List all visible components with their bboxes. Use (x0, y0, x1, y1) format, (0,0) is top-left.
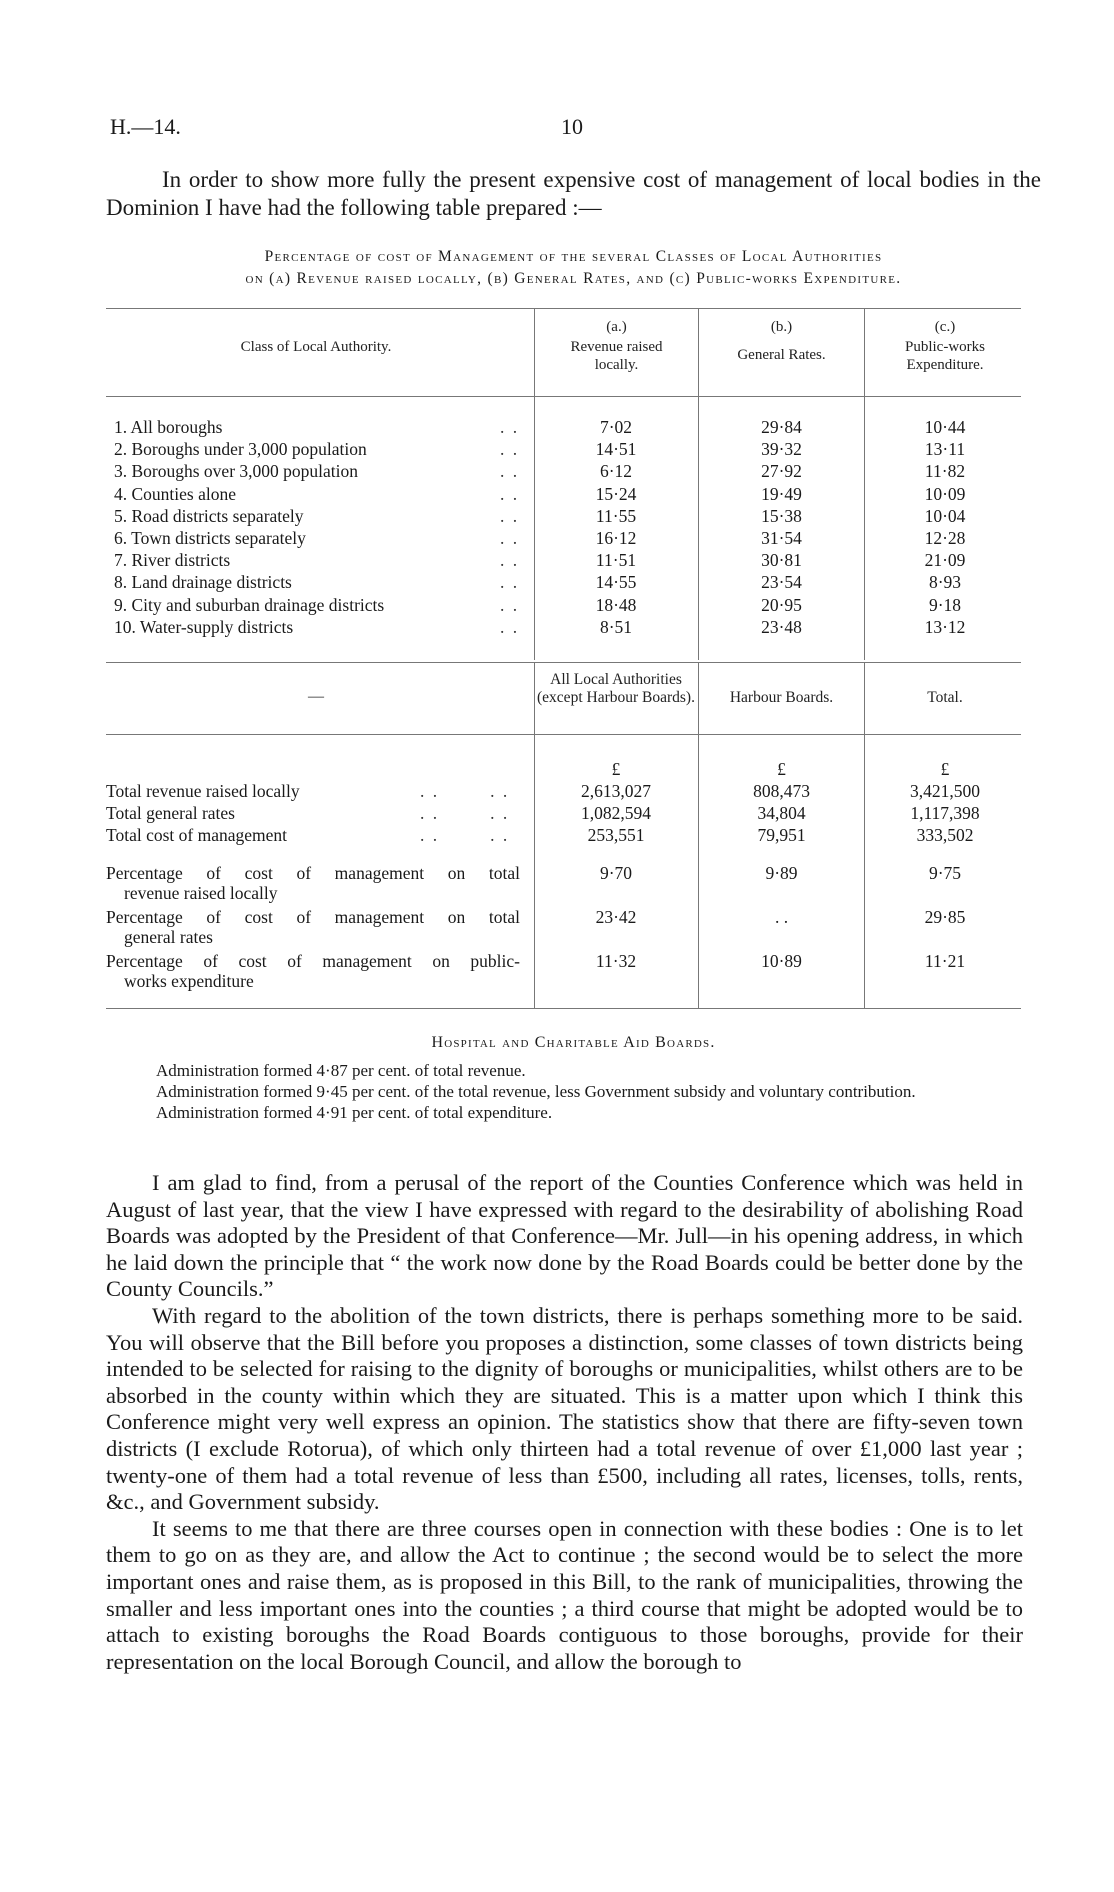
leader-dots: . . (500, 616, 520, 637)
cell-a: 7·02 (599, 417, 633, 437)
row-label: 1. All boroughs (114, 417, 223, 437)
t2-header-first: — (308, 688, 324, 705)
header-b-label: General Rates. (737, 347, 826, 363)
table-title (106, 246, 1041, 290)
cell-a: 9·70 (599, 863, 633, 883)
row-label: 4. Counties alone (114, 483, 236, 504)
body-paragraph-1: I am glad to find, from a perusal of the report of the Counties Conference which was held in August of last year, that the view I have expressed with regard to the desirability of abolishing Road Boards was adopted by the President of that Conference—Mr. Jull—in his opening address, in which he laid down the principle that “ the work now done by the Road Boards could be better done by the County Councils.” (106, 1170, 1023, 1302)
cell-c: 333,502 (916, 825, 974, 846)
leader-dots: . . . . (420, 781, 510, 801)
row-label-line-2: works expenditure (124, 971, 254, 991)
table2-rule-header (106, 734, 1021, 735)
cell-a: 16·12 (595, 528, 637, 548)
cell-a: 8·51 (599, 616, 633, 637)
cell-c: 10·44 (924, 417, 966, 437)
cell-c: 9·75 (928, 863, 962, 883)
cell-c: 29·85 (924, 907, 966, 927)
body-paragraph-3: It seems to me that there are three courses open in connection with these bodies : One is to let them to go on as they are, and allow the Act to continue ; the second would be to select the more important ones and raise them, as is proposed in this Bill, to the rank of municipalities, throwing the smaller and less important ones into the counties ; a third course that might be adopted would be to attach to existing boroughs the Road Boards contiguous to those boroughs, provide for their representation on the local Borough Council, and allow the borough to (106, 1515, 1023, 1674)
leader-dots: . . (500, 550, 520, 571)
intro-text: In order to show more fully the present expensive cost of management of local bodies in the Dominion I have had the following table prepared :— (106, 167, 1041, 220)
document-reference: H.—14. (110, 114, 181, 139)
table-title-line-1: Percentage of cost of Management of the several Classes of Local Authorities (264, 248, 883, 265)
cell-c: 9·18 (928, 594, 962, 615)
row-label: 6. Town districts separately (114, 528, 306, 548)
cell-b: 27·92 (761, 461, 802, 482)
row-label: 9. City and suburban drainage districts (114, 594, 385, 615)
row-label: Total general rates (106, 803, 235, 824)
cell-a: 6·12 (599, 461, 633, 482)
leader-dots: . . (500, 483, 520, 504)
leader-dots: . . . . (420, 803, 510, 824)
t2-header-total: Total. (927, 689, 963, 706)
cell-c: 13·11 (924, 439, 966, 460)
cell-a: 23·42 (595, 907, 637, 927)
cell-a: 11·55 (595, 505, 637, 526)
cell-b: 19·49 (761, 483, 802, 504)
cell-c: 1,117,398 (910, 803, 980, 824)
cell-c: 11·82 (924, 461, 966, 482)
cell-b: 23·48 (761, 616, 802, 637)
cell-a: 11·51 (595, 550, 637, 571)
header-b-mark: (b.) (770, 319, 793, 335)
cell-b: 34,804 (757, 803, 806, 824)
table-title-line-2: on (a) Revenue raised locally, (b) General Rates, and (c) Public-works Expenditure. (245, 270, 902, 287)
cell-b: 808,473 (753, 781, 810, 801)
cell-b: 39·32 (761, 439, 802, 460)
cell-a: 18·48 (595, 594, 637, 615)
row-label-line-2: revenue raised locally (124, 883, 278, 903)
intro-paragraph (106, 166, 1041, 222)
currency-b: £ (777, 759, 786, 779)
body-text (106, 1170, 1023, 1675)
cell-c: 8·93 (928, 572, 962, 593)
row-label: 2. Boroughs under 3,000 population (114, 439, 367, 460)
cell-b: 29·84 (761, 417, 802, 437)
leader-dots: . . . . (420, 825, 510, 846)
cell-c: 12·28 (924, 528, 966, 548)
t2-header-harbour: Harbour Boards. (729, 689, 834, 706)
table2-rule-bottom (106, 1008, 1021, 1009)
cell-c: 21·09 (924, 550, 966, 571)
cell-a: 1,082,594 (581, 803, 651, 824)
cell-b: 9·89 (765, 863, 798, 883)
header-class-of-authority: Class of Local Authority. (240, 339, 392, 355)
row-label: 10. Water-supply districts (114, 616, 294, 637)
header-c-label: Public-works Expenditure. (905, 339, 985, 373)
leader-dots: . . (500, 594, 520, 615)
header-b (699, 318, 864, 364)
hospital-line-3: Administration formed 4·91 per cent. of total expenditure. (156, 1103, 553, 1122)
cell-a: 253,551 (587, 825, 645, 846)
table-rule-header (106, 396, 1021, 397)
page-number: 10 (561, 114, 583, 139)
row-label: 5. Road districts separately (114, 505, 304, 526)
cell-a: 15·24 (595, 483, 637, 504)
currency-c: £ (940, 759, 950, 779)
cell-b: 23·54 (761, 572, 802, 593)
leader-dots: . . (500, 461, 520, 482)
cell-c: 10·09 (924, 483, 966, 504)
row-label-line-1: Percentage of cost of management on total (106, 863, 520, 883)
cell-c: 3,421,500 (910, 781, 980, 801)
cell-b: . . (774, 907, 789, 927)
cell-b: 15·38 (761, 505, 802, 526)
cell-b: 10·89 (761, 951, 802, 971)
row-label: 7. River districts (114, 550, 231, 571)
row-label-line-1: Percentage of cost of management on public- (106, 951, 520, 971)
row-label: 8. Land drainage districts (114, 572, 292, 593)
hospital-line-2: Administration formed 9·45 per cent. of the total revenue, less Government subsidy and voluntary contribution. (156, 1082, 916, 1101)
row-label-line-1: Percentage of cost of management on total (106, 907, 520, 927)
table-rule-top (106, 308, 1021, 309)
hospital-heading: Hospital and Charitable Aid Boards. (431, 1034, 716, 1051)
header-c (865, 318, 1025, 374)
leader-dots: . . (500, 417, 520, 437)
cell-c: 10·04 (924, 505, 966, 526)
row-label: 3. Boroughs over 3,000 population (114, 461, 359, 482)
cell-a: 14·51 (595, 439, 637, 460)
header-a-label: Revenue raised locally. (570, 339, 663, 373)
leader-dots: . . (500, 505, 520, 526)
cell-b: 20·95 (761, 594, 802, 615)
row-label-line-2: general rates (124, 927, 213, 947)
leader-dots: . . (500, 572, 520, 593)
cell-a: 2,613,027 (581, 781, 651, 801)
cell-b: 79,951 (757, 825, 806, 846)
hospital-notes (106, 1060, 1041, 1123)
row-label: Total cost of management (106, 825, 288, 846)
cell-b: 31·54 (761, 528, 802, 548)
table2-rule-top (106, 662, 1021, 663)
hospital-line-1: Administration formed 4·87 per cent. of total revenue. (156, 1061, 526, 1080)
leader-dots: . . (500, 439, 520, 460)
cell-b: 30·81 (761, 550, 802, 571)
t2-header-all-local: All Local Authorities (except Harbour Boards). (537, 671, 695, 706)
cell-a: 11·32 (595, 951, 637, 971)
body-paragraph-2: With regard to the abolition of the town districts, there is perhaps something more to be said. You will observe that the Bill before you proposes a distinction, some classes of town districts being intended to be selected for raising to the dignity of boroughs or municipalities, whilst others are to be absorbed in the county within which they are situated. This is a matter upon which I think this Conference might very well express an opinion. The statistics show that there are fifty-seven town districts (I exclude Rotorua), of which only thirteen had a total revenue of over £1,000 last year ; twenty-one of them had a total revenue of less than £500, including all rates, licenses, tolls, rents, &c., and Government subsidy. (106, 1302, 1023, 1515)
cell-c: 11·21 (924, 951, 966, 971)
cell-c: 13·12 (924, 616, 966, 637)
row-label: Total revenue raised locally (106, 781, 300, 801)
leader-dots: . . (500, 528, 520, 548)
header-c-mark: (c.) (934, 319, 956, 335)
currency-a: £ (611, 759, 621, 779)
header-a-mark: (a.) (606, 319, 627, 335)
header-a (535, 318, 698, 374)
cell-a: 14·55 (595, 572, 637, 593)
